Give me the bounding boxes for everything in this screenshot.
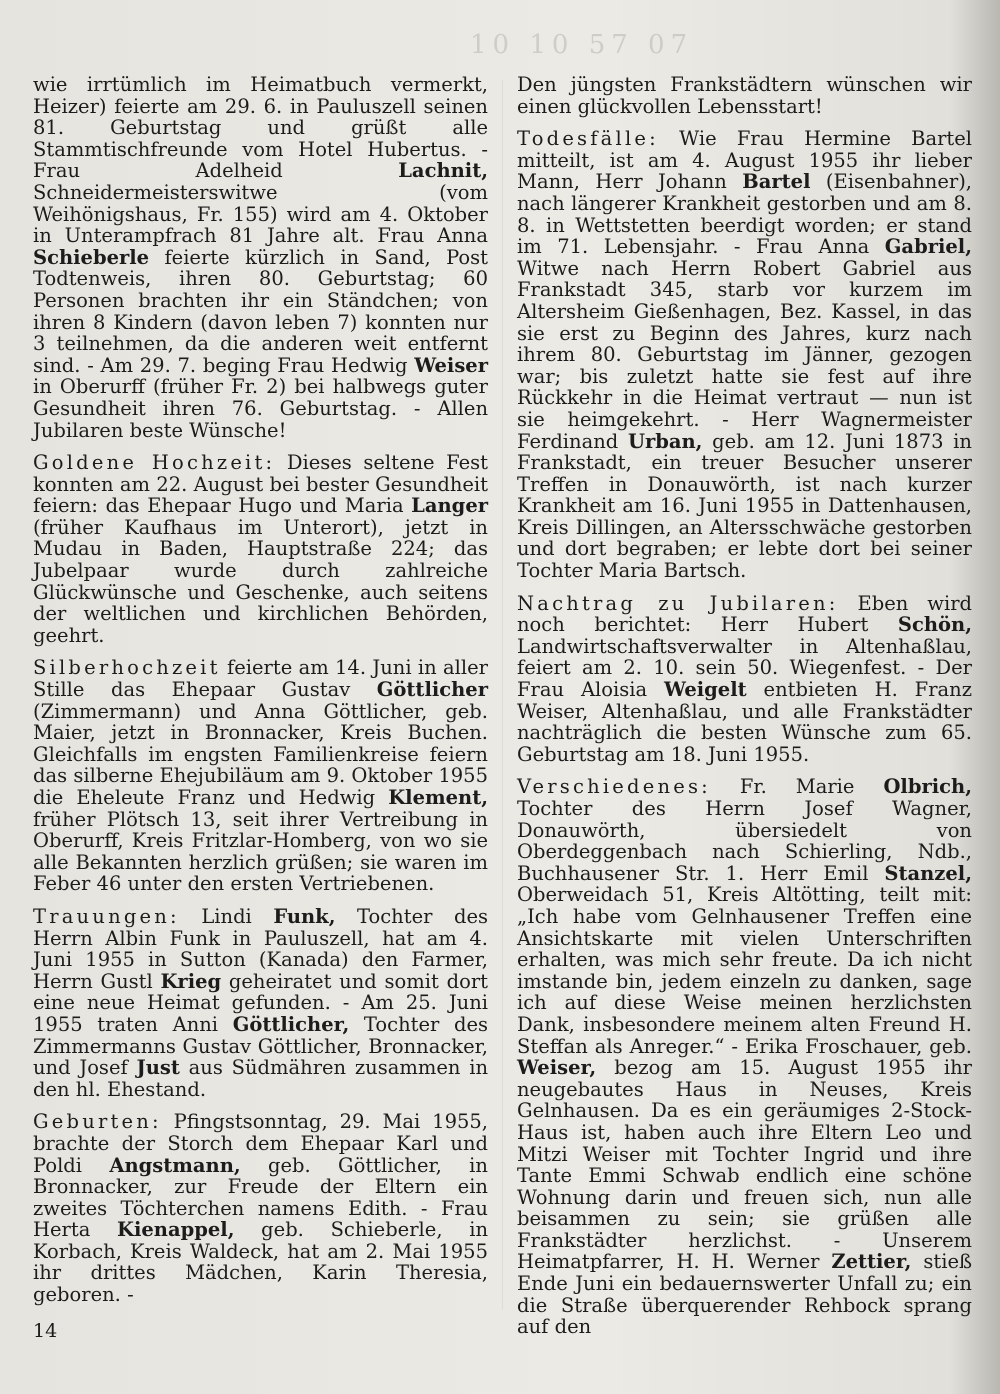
- paragraph-geburten: Geburten: Pfingstsonntag, 29. Mai 1955, brachte der Storch dem Ehepaar Karl und Poldi Angstmann, geb. Göttlicher, in Bronnacker, zur Freude der Eltern ein zweites Töchterchen namens Edith. - Frau Herta Kienappel, geb. Schieberle, in Korbach, Kreis Waldeck, hat am 2. Mai 1955 ihr drittes Mädchen, Karin Theresia, geboren. -: [33, 1110, 489, 1307]
- page-number: 14: [33, 1320, 58, 1342]
- paragraph-trauungen: Trauungen: Lindi Funk, Tochter des Herrn Albin Funk in Pauluszell, hat am 4. Juni 1955 in Sutton (Kanada) den Farmer, Herrn Gustl Krieg geheiratet und somit dort eine neue Heimat gefunden. - Am 25. Juni 1955 traten Anni Göttlicher, Tochter des Zimmermanns Gustav Göttlicher, Bronnacker, und Josef Just aus Südmähren zusammen in den hl. Ehestand.: [33, 904, 488, 1101]
- paragraph-silberhochzeit: Silberhochzeit feierte am 14. Juni in aller Stille das Ehepaar Gustav Göttlicher (Zimmermann) und Anna Göttlicher, geb. Maier, jetzt in Bronnacker, Kreis Buchen. Gleichfalls im engsten Familienkreise feiern das silberne Ehejubiläum am 9. Oktober 1955 die Eheleute Franz und Hedwig Klement, früher Plötsch 13, seit ihrer Vertreibung in Oberurff, Kreis Fritzlar-Homberg, von wo sie alle Bekannten herzlich grüßen; sie waren im Feber 46 unter den ersten Vertriebenen.: [33, 656, 488, 896]
- right-column: [517, 74, 972, 1349]
- section-heading: Todesfälle:: [517, 127, 659, 151]
- paragraph-verschiedenes: Verschiedenes: Fr. Marie Olbrich, Tochter des Herrn Josef Wagner, Donauwörth, übersiedelt von Oberdeggenbach nach Schierling, Ndb., Buchhausener Str. 1. Herr Emil Stanzel, Oberweidach 51, Kreis Altötting, teilt mit: „Ich habe vom Gelnhausener Treffen eine Ansichtskarte mit vielen Unterschriften erhalten, was mich sehr freute. Da ich nicht imstande bin, jedem einzeln zu danken, sage ich auf diese Weise meinen herzlichsten Dank, insbesondere meinem alten Freund H. Steffan als Anreger.“ - Erika Froschauer, geb. Weiser, bezog am 15. August 1955 ihr neugebautes Haus in Neuses, Kreis Gelnhausen. Da es ein geräumiges 2-Stock-Haus ist, haben auch ihre Eltern Leo und Mitzi Weiser mit Tochter Ingrid und ihre Tante Emmi Schwab endlich eine schöne Wohnung darin und freuen sich, nun alle beisammen zu sein; sie grüßen alle Frankstädter herzlichst. - Unserem Heimatpfarrer, H. H. Werner Zettier, stieß Ende Juni ein bedauernswerter Unfall zu; ein die Straße überquerender Rehbock sprang auf den: [517, 775, 973, 1339]
- paragraph-todesfaelle: Todesfälle: Wie Frau Hermine Bartel mitteilt, ist am 4. August 1955 ihr lieber Mann, Herr Johann Bartel (Eisenbahner), nach längerer Krankheit gestorben und am 8. 8. in Wettstetten beerdigt worden; er stand im 71. Lebensjahr. - Frau Anna Gabriel, Witwe nach Herrn Robert Gabriel aus Frankstadt 345, starb vor kurzem im Altersheim Gießenhagen, Bez. Kassel, in das sie erst zu Beginn des Jahres, kurz nach ihrem 80. Geburtstag im Jänner, gezogen war; bis zuletzt hatte sie fest auf ihre Rückkehr in die Heimat vertraut — nun ist sie heimgekehrt. - Herr Wagnermeister Ferdinand Urban, geb. am 12. Juni 1873 in Frankstadt, ein treuer Besucher unserer Treffen in Donauwörth, ist nach kurzer Krankheit am 16. Juni 1955 in Dattenhausen, Kreis Dillingen, an Altersschwäche gestorben und dort begraben; er lebte dort bei seiner Tochter Maria Bartsch.: [517, 127, 972, 583]
- paragraph-jubilare: wie irrtümlich im Heimatbuch vermerkt, Heizer) feierte am 29. 6. in Pauluszell seinen 81. Geburtstag und grüßt alle Stammtischfreunde vom Hotel Hubertus. - Frau Adelheid Lachnit, Schneidermeisterswitwe (vom Weihönigshaus, Fr. 155) wird am 4. Oktober in Unterampfrach 81 Jahre alt. Frau Anna Schieberle feierte kürzlich in Sand, Post Todtenweis, ihren 80. Geburtstag; 60 Personen brachten ihr ein Ständchen; von ihren 8 Kindern (davon leben 7) konnten nur 3 teilnehmen, da die anderen weit entfernt sind. - Am 29. 7. beging Frau Hedwig Weiser in Oberurff (früher Fr. 2) bei halbwegs guter Gesundheit ihren 76. Geburtstag. - Allen Jubilaren beste Wünsche!: [33, 73, 488, 442]
- section-heading: Trauungen:: [33, 904, 180, 928]
- section-heading: Verschiedenes:: [517, 775, 711, 799]
- column-divider: [502, 80, 503, 1310]
- paragraph-nachtrag: Nachtrag zu Jubilaren: Eben wird noch berichtet: Herr Hubert Schön, Landwirtschaftsverwalter in Altenhaßlau, feiert am 2. 10. sein 50. Wiegenfest. - Der Frau Aloisia Weigelt entbieten H. Franz Weiser, Altenhaßlau, und alle Frankstädter nachträglich die besten Wünsche zum 65. Geburtstag am 18. Juni 1955.: [517, 591, 972, 766]
- section-heading: Geburten:: [33, 1110, 162, 1134]
- paragraph-goldene-hochzeit: Goldene Hochzeit: Dieses seltene Fest konnten am 22. August bei bester Gesundheit feiern: das Ehepaar Hugo und Maria Langer (früher Kaufhaus im Unterort), jetzt in Mudau in Baden, Hauptstraße 224; das Jubelpaar wurde durch zahlreiche Glückwünsche und Geschenke, auch seitens der weltlichen und kirchlichen Behörden, geehrt.: [33, 451, 488, 647]
- left-column: [33, 74, 488, 1317]
- paragraph-wunsch: Den jüngsten Frankstädtern wünschen wir einen glückvollen Lebensstart!: [517, 73, 972, 118]
- section-heading: Silberhochzeit: [33, 656, 221, 680]
- section-heading: Goldene Hochzeit:: [33, 451, 276, 475]
- section-heading: Nachtrag zu Jubilaren:: [517, 591, 839, 615]
- scan-mark: 10 10 57 07: [470, 30, 694, 60]
